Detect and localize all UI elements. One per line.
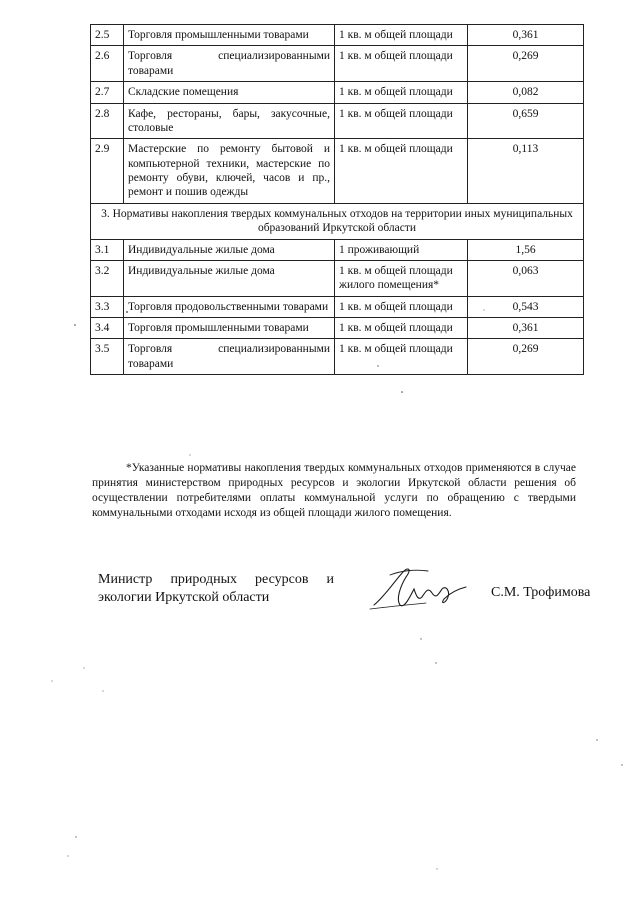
category-name: Кафе, рестораны, бары, закусочные, столовые xyxy=(124,103,335,139)
title-word: Министр xyxy=(98,572,153,587)
table-row xyxy=(91,139,584,204)
row-number: 2.7 xyxy=(91,82,124,103)
row-number: 2.6 xyxy=(91,46,124,82)
calculation-unit: 1 кв. м общей площади жилого помещения* xyxy=(335,260,468,296)
waste-norms-table xyxy=(90,24,584,375)
category-name: Торговля промышленными товарами xyxy=(124,318,335,339)
calculation-unit: 1 кв. м общей площади xyxy=(335,139,468,204)
norm-value: 0,269 xyxy=(468,46,584,82)
row-number: 3.5 xyxy=(91,339,124,375)
handwritten-signature xyxy=(366,565,472,611)
category-name: Торговля продовольственными товарами xyxy=(124,296,335,317)
calculation-unit: 1 кв. м общей площади xyxy=(335,296,468,317)
category-name: Торговля специализированными товарами xyxy=(124,339,335,375)
row-number: 2.5 xyxy=(91,25,124,46)
calculation-unit: 1 кв. м общей площади xyxy=(335,82,468,103)
title-word: и xyxy=(326,572,334,587)
calculation-unit: 1 кв. м общей площади xyxy=(335,25,468,46)
section-heading: 3. Нормативы накопления твердых коммунальных отходов на территории иных муниципальных образований Иркутской области xyxy=(91,203,584,239)
calculation-unit: 1 кв. м общей площади xyxy=(335,46,468,82)
table-row xyxy=(91,318,584,339)
calculation-unit: 1 кв. м общей площади xyxy=(335,339,468,375)
norm-value: 1,56 xyxy=(468,239,584,260)
footnote: *Указанные нормативы накопления твердых коммунальных отходов применяются в случае принятия министерством природных ресурсов и экологии Иркутской области решения об осуществлении потребителями оплаты коммунальной услуги по обращению с твердыми коммунальными отходами исходя из общей площади жилого помещения. xyxy=(92,462,576,519)
norm-value: 0,361 xyxy=(468,25,584,46)
norm-value: 0,269 xyxy=(468,339,584,375)
row-number: 2.8 xyxy=(91,103,124,139)
signatory-title-line2: экологии Иркутской области xyxy=(98,589,270,605)
norm-value: 0,082 xyxy=(468,82,584,103)
calculation-unit: 1 кв. м общей площади xyxy=(335,103,468,139)
norm-value: 0,063 xyxy=(468,260,584,296)
calculation-unit: 1 проживающий xyxy=(335,239,468,260)
table-row xyxy=(91,296,584,317)
calculation-unit: 1 кв. м общей площади xyxy=(335,318,468,339)
norm-value: 0,659 xyxy=(468,103,584,139)
table-row xyxy=(91,25,584,46)
table-row xyxy=(91,82,584,103)
category-name: Мастерские по ремонту бытовой и компьютерной техники, мастерские по ремонту обуви, ключей, часов и пр., ремонт и пошив одежды xyxy=(124,139,335,204)
row-number: 2.9 xyxy=(91,139,124,204)
table-row xyxy=(91,260,584,296)
table-row xyxy=(91,239,584,260)
table-row xyxy=(91,46,584,82)
category-name: Складские помещения xyxy=(124,82,335,103)
category-name: Индивидуальные жилые дома xyxy=(124,260,335,296)
signatory-title xyxy=(98,571,334,606)
category-name: Торговля специализированными товарами xyxy=(124,46,335,82)
title-word: ресурсов xyxy=(255,572,309,587)
category-name: Индивидуальные жилые дома xyxy=(124,239,335,260)
row-number: 3.4 xyxy=(91,318,124,339)
table-row xyxy=(91,339,584,375)
row-number: 3.2 xyxy=(91,260,124,296)
norm-value: 0,113 xyxy=(468,139,584,204)
row-number: 3.1 xyxy=(91,239,124,260)
norm-value: 0,361 xyxy=(468,318,584,339)
signatory-title-line1 xyxy=(98,571,334,589)
title-word: природных xyxy=(170,572,238,587)
row-number: 3.3 xyxy=(91,296,124,317)
section-heading-row xyxy=(91,203,584,239)
table-row xyxy=(91,103,584,139)
norm-value: 0,543 xyxy=(468,296,584,317)
signer-name: С.М. Трофимова xyxy=(491,585,591,600)
category-name: Торговля промышленными товарами xyxy=(124,25,335,46)
